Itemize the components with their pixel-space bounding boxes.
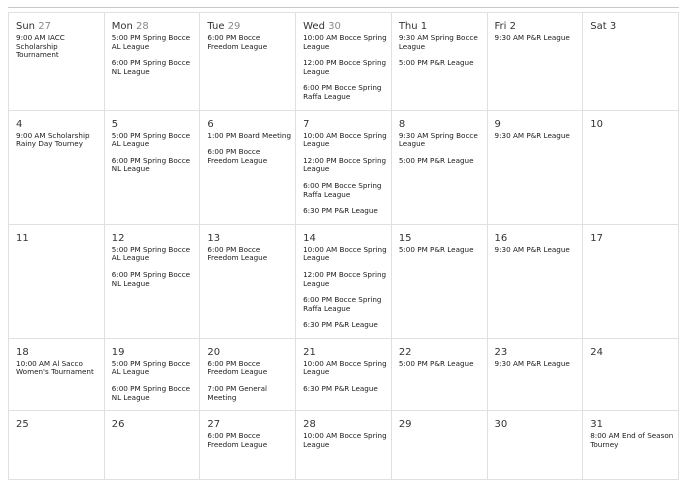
calendar-week-row — [9, 110, 679, 224]
month-calendar-grid — [8, 12, 679, 480]
day-events — [105, 132, 200, 174]
calendar-event[interactable]: 5:00 PM Spring Bocce AL League — [111, 130, 191, 149]
calendar-day-cell[interactable] — [200, 13, 296, 111]
day-header — [296, 13, 391, 33]
calendar-day-cell[interactable] — [391, 13, 487, 111]
day-number: 6 — [207, 118, 214, 130]
day-header — [392, 225, 487, 245]
calendar-top-border — [8, 7, 679, 8]
day-number: 22 — [398, 346, 412, 358]
calendar-event[interactable]: 5:00 PM Spring Bocce AL League — [111, 33, 191, 51]
day-header — [200, 13, 295, 33]
day-number: 15 — [398, 232, 412, 244]
calendar-day-cell[interactable] — [583, 224, 679, 338]
calendar-event[interactable]: 10:00 AM Bocce Spring League — [303, 358, 387, 377]
day-events — [200, 246, 295, 263]
day-events — [392, 132, 487, 166]
weekday-name: Fri — [494, 21, 507, 32]
calendar-event[interactable]: 10:00 AM Bocce Spring League — [303, 33, 387, 51]
calendar-day-cell[interactable] — [104, 110, 200, 224]
day-header — [392, 411, 487, 431]
calendar-day-cell[interactable] — [200, 411, 296, 480]
calendar-day-cell[interactable] — [9, 13, 105, 111]
day-header — [392, 13, 487, 33]
calendar-event[interactable]: 5:00 PM Spring Bocce AL League — [111, 244, 191, 263]
calendar-day-cell[interactable] — [391, 224, 487, 338]
day-header — [583, 225, 678, 245]
day-events — [583, 432, 678, 449]
day-number: 13 — [207, 232, 221, 244]
day-events — [105, 34, 200, 76]
calendar-event[interactable]: 9:30 AM P&R League — [494, 130, 570, 140]
day-header — [296, 225, 391, 245]
day-header — [296, 411, 391, 431]
calendar-event[interactable]: 6:00 PM Bocce Spring Raffa League — [303, 295, 382, 313]
calendar-event[interactable]: 9:30 AM Spring Bocce League — [398, 130, 478, 149]
day-number: 24 — [590, 346, 603, 358]
calendar-day-cell[interactable] — [9, 110, 105, 224]
calendar-day-cell[interactable] — [296, 110, 392, 224]
calendar-week-row — [9, 13, 679, 111]
calendar-day-cell[interactable] — [296, 411, 392, 480]
day-number: 28 — [303, 419, 316, 431]
day-events — [296, 432, 391, 449]
calendar-day-cell[interactable] — [104, 411, 200, 480]
calendar-day-cell[interactable] — [583, 411, 679, 480]
calendar-day-cell[interactable] — [200, 110, 296, 224]
calendar-day-cell[interactable] — [9, 338, 105, 410]
day-header — [200, 339, 295, 359]
calendar-day-cell[interactable] — [104, 224, 200, 338]
calendar-week-row — [9, 411, 679, 480]
day-number: 1 — [420, 21, 428, 32]
weekday-name: Thu — [398, 21, 418, 32]
calendar-event[interactable]: 5:00 PM P&R League — [398, 358, 474, 368]
calendar-day-cell[interactable] — [583, 13, 679, 111]
calendar-event[interactable]: 5:00 PM P&R League — [398, 58, 474, 68]
day-number: 8 — [398, 118, 406, 130]
calendar-event[interactable]: 7:00 PM General Meeting — [207, 384, 267, 402]
day-number: 20 — [207, 346, 221, 358]
day-header — [488, 225, 583, 245]
calendar-day-cell[interactable] — [487, 13, 583, 111]
calendar-event[interactable]: 9:00 AM Scholarship Rainy Day Tourney — [16, 130, 90, 149]
calendar-event[interactable]: 5:00 PM P&R League — [398, 244, 474, 254]
calendar-event[interactable]: 6:00 PM Bocce Freedom League — [207, 147, 268, 165]
calendar-day-cell[interactable] — [583, 338, 679, 410]
day-header — [488, 111, 583, 131]
day-number: 14 — [303, 232, 316, 244]
day-events — [296, 132, 391, 216]
day-header — [9, 111, 104, 131]
day-number: 23 — [494, 346, 508, 358]
day-number: 18 — [16, 346, 29, 358]
day-number: 9 — [494, 118, 501, 130]
day-events — [488, 360, 583, 369]
day-events — [488, 34, 583, 43]
day-number: 25 — [16, 419, 29, 431]
day-events — [200, 132, 295, 166]
day-number: 29 — [227, 21, 241, 32]
calendar-week-row — [9, 224, 679, 338]
calendar-event[interactable]: 6:00 PM Bocce Spring Raffa League — [303, 83, 382, 101]
calendar-event[interactable]: 6:00 PM Spring Bocce NL League — [111, 58, 191, 76]
day-header — [583, 13, 678, 33]
day-number: 11 — [16, 232, 29, 244]
calendar-event[interactable]: 12:00 PM Bocce Spring League — [303, 58, 387, 76]
day-header — [200, 111, 295, 131]
calendar-event[interactable]: 12:00 PM Bocce Spring League — [303, 269, 387, 288]
day-header — [583, 111, 678, 131]
day-number: 12 — [111, 232, 125, 244]
calendar-day-cell[interactable] — [296, 224, 392, 338]
calendar-day-cell[interactable] — [487, 411, 583, 480]
day-events — [488, 246, 583, 255]
day-header — [296, 111, 391, 131]
day-number: 17 — [590, 232, 603, 244]
day-number: 26 — [111, 419, 125, 431]
calendar-event[interactable]: 12:00 PM Bocce Spring League — [303, 155, 387, 174]
day-header — [105, 225, 200, 245]
calendar-event[interactable]: 6:00 PM Spring Bocce NL League — [111, 384, 191, 402]
day-events — [9, 132, 104, 149]
day-number: 3 — [609, 21, 617, 32]
calendar-day-cell[interactable] — [583, 110, 679, 224]
weekday-name: Mon — [111, 21, 133, 32]
calendar-event[interactable]: 10:00 AM Bocce Spring League — [303, 130, 387, 149]
day-events — [392, 360, 487, 369]
day-header — [200, 411, 295, 431]
day-header — [105, 111, 200, 131]
calendar-event[interactable]: 9:00 AM IACC Scholarship Tournament — [16, 33, 65, 60]
day-number: 19 — [111, 346, 125, 358]
calendar-event[interactable]: 6:30 PM P&R League — [303, 384, 378, 394]
day-events — [200, 34, 295, 51]
calendar-day-cell[interactable] — [200, 338, 296, 410]
day-number: 27 — [207, 419, 221, 431]
day-events — [488, 132, 583, 141]
calendar-event[interactable]: 6:00 PM Bocce Freedom League — [207, 431, 268, 449]
day-number: 5 — [111, 118, 119, 130]
calendar-day-cell[interactable] — [391, 411, 487, 480]
calendar-event[interactable]: 9:30 AM P&R League — [494, 358, 570, 368]
day-events — [9, 360, 104, 377]
calendar-event[interactable]: 6:30 PM P&R League — [303, 320, 378, 330]
day-header — [105, 411, 200, 431]
calendar-event[interactable]: 9:30 AM Spring Bocce League — [398, 33, 478, 51]
calendar-day-cell[interactable] — [104, 13, 200, 111]
day-events — [105, 246, 200, 288]
day-number: 29 — [398, 419, 412, 431]
calendar-event[interactable]: 1:00 PM Board Meeting — [207, 130, 292, 140]
day-events — [200, 360, 295, 402]
day-header — [583, 339, 678, 359]
day-number: 16 — [494, 232, 508, 244]
calendar-event[interactable]: 9:30 AM P&R League — [494, 244, 570, 254]
calendar-event[interactable]: 5:00 PM P&R League — [398, 155, 474, 165]
calendar-day-cell[interactable] — [391, 110, 487, 224]
day-header — [392, 111, 487, 131]
calendar-event[interactable]: 5:00 PM Spring Bocce AL League — [111, 358, 191, 377]
day-header — [488, 339, 583, 359]
day-header — [9, 225, 104, 245]
day-number: 31 — [590, 419, 603, 431]
day-header — [488, 411, 583, 431]
calendar-day-cell[interactable] — [9, 411, 105, 480]
day-number: 10 — [590, 118, 603, 130]
calendar-event[interactable]: 10:00 AM Bocce Spring League — [303, 431, 387, 449]
weekday-name: Wed — [303, 21, 325, 32]
calendar-day-cell[interactable] — [487, 338, 583, 410]
calendar-event[interactable]: 6:00 PM Bocce Freedom League — [207, 244, 268, 263]
day-header — [583, 411, 678, 431]
day-number: 4 — [16, 118, 23, 130]
day-events — [296, 34, 391, 102]
calendar-event[interactable]: 10:00 AM Bocce Spring League — [303, 244, 387, 263]
weekday-name: Sun — [16, 21, 36, 32]
weekday-name: Sat — [590, 21, 607, 32]
day-number: 30 — [494, 419, 508, 431]
day-events — [296, 360, 391, 394]
day-header — [9, 13, 104, 33]
calendar-day-cell[interactable] — [391, 338, 487, 410]
day-number: 28 — [135, 21, 149, 32]
calendar-day-cell[interactable] — [296, 13, 392, 111]
day-number: 7 — [303, 118, 310, 130]
day-number: 21 — [303, 346, 316, 358]
calendar-day-cell[interactable] — [487, 224, 583, 338]
day-header — [105, 13, 200, 33]
day-number: 30 — [328, 21, 341, 32]
calendar-event[interactable]: 6:00 PM Spring Bocce NL League — [111, 269, 191, 288]
day-header — [488, 13, 583, 33]
calendar-day-cell[interactable] — [9, 224, 105, 338]
calendar-day-cell[interactable] — [487, 110, 583, 224]
day-header — [105, 339, 200, 359]
calendar-event[interactable]: 6:00 PM Bocce Spring Raffa League — [303, 180, 382, 199]
calendar-event[interactable]: 6:00 PM Bocce Freedom League — [207, 33, 268, 51]
day-header — [9, 339, 104, 359]
calendar-event[interactable]: 6:30 PM P&R League — [303, 206, 378, 216]
calendar-event[interactable]: 8:00 AM End of Season Tourney — [590, 431, 674, 449]
weekday-name: Tue — [207, 21, 225, 32]
day-events — [296, 246, 391, 330]
calendar-event[interactable]: 10:00 AM Al Sacco Women's Tournament — [16, 358, 94, 377]
day-header — [9, 411, 104, 431]
day-events — [392, 246, 487, 255]
calendar-day-cell[interactable] — [200, 224, 296, 338]
day-number: 27 — [38, 21, 51, 32]
day-number: 2 — [509, 21, 516, 32]
calendar-event[interactable]: 6:00 PM Spring Bocce NL League — [111, 155, 191, 174]
day-events — [9, 34, 104, 60]
day-events — [200, 432, 295, 449]
day-header — [392, 339, 487, 359]
calendar-day-cell[interactable] — [104, 338, 200, 410]
day-header — [296, 339, 391, 359]
calendar-event[interactable]: 6:00 PM Bocce Freedom League — [207, 358, 268, 377]
calendar-week-row — [9, 338, 679, 410]
day-events — [392, 34, 487, 68]
calendar-event[interactable]: 9:30 AM P&R League — [494, 33, 570, 42]
day-events — [105, 360, 200, 402]
day-header — [200, 225, 295, 245]
calendar-day-cell[interactable] — [296, 338, 392, 410]
